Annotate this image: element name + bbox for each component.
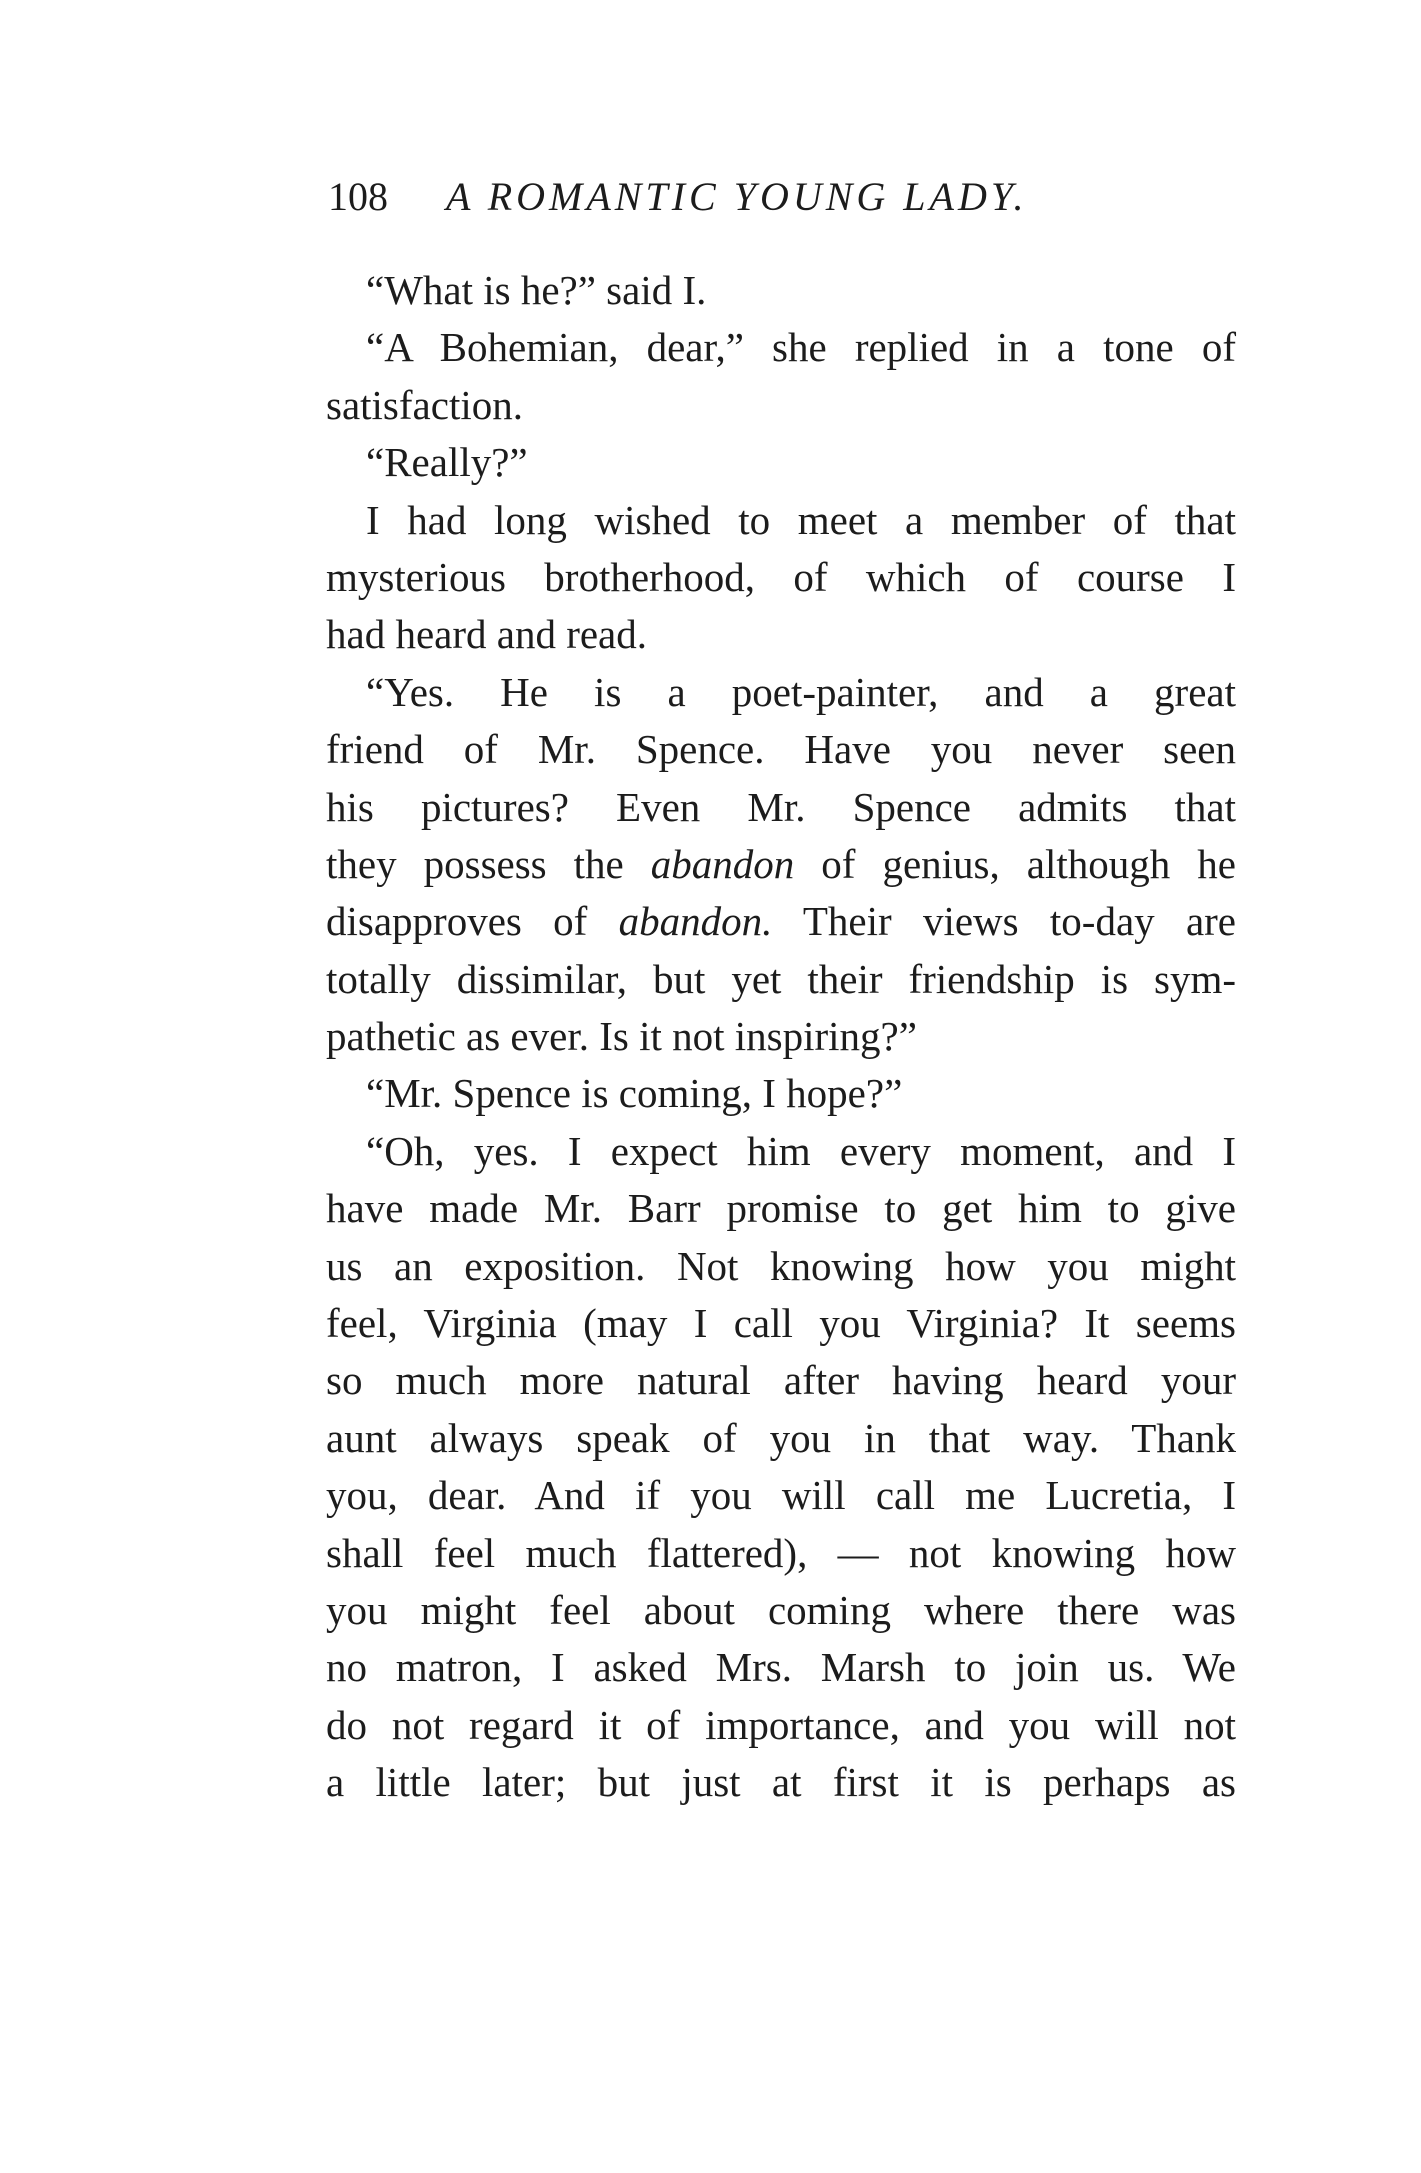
text-line: us an exposition. Not knowing how you might <box>326 1242 1236 1289</box>
text-line <box>326 836 1236 893</box>
text-line: I had long wished to meet a member of that <box>366 496 1236 543</box>
text-line: no matron, I asked Mrs. Marsh to join us. We <box>326 1644 1236 1691</box>
text-line: his pictures? Even Mr. Spence admits that <box>326 783 1236 830</box>
text-line: “Really?” <box>366 439 528 486</box>
text-line: “A Bohemian, dear,” she replied in a tone of <box>366 324 1236 371</box>
body-text <box>326 262 1236 1812</box>
text-line: “Oh, yes. I expect him every moment, and I <box>366 1127 1236 1174</box>
text-segment: Their views to-day are <box>772 898 1236 945</box>
running-title: A ROMANTIC YOUNG LADY. <box>446 174 1028 219</box>
page-number: 108 <box>328 174 388 219</box>
text-segment: of genius, although he <box>794 840 1236 887</box>
text-line: friend of Mr. Spence. Have you never seen <box>326 726 1236 773</box>
text-line <box>326 893 1236 950</box>
text-line: do not regard it of importance, and you will not <box>326 1701 1236 1748</box>
text-line: pathetic as ever. Is it not inspiring?” <box>326 1013 917 1060</box>
text-line: so much more natural after having heard your <box>326 1357 1236 1404</box>
text-line: mysterious brotherhood, of which of course I <box>326 553 1236 600</box>
text-line: satisfaction. <box>326 381 523 428</box>
text-segment: disapproves of <box>326 898 619 945</box>
text-line: you might feel about coming where there was <box>326 1586 1236 1633</box>
text-line: totally dissimilar, but yet their friendship is sym- <box>326 955 1236 1002</box>
text-line: “What is he?” said I. <box>366 267 707 313</box>
text-line: “Yes. He is a poet-painter, and a great <box>366 668 1236 715</box>
text-segment: they possess the <box>326 840 651 887</box>
text-line: aunt always speak of you in that way. Thank <box>326 1414 1236 1461</box>
running-head <box>328 172 1228 222</box>
text-line: feel, Virginia (may I call you Virginia? It seems <box>326 1300 1236 1347</box>
italic-word: abandon <box>650 840 795 887</box>
text-line: had heard and read. <box>326 611 647 658</box>
text-line: you, dear. And if you will call me Lucretia, I <box>326 1472 1236 1519</box>
text-line: have made Mr. Barr promise to get him to give <box>326 1185 1236 1232</box>
text-line: shall feel much flattered), — not knowing how <box>326 1529 1236 1576</box>
text-line: a little later; but just at first it is perhaps as <box>326 1759 1236 1806</box>
italic-word: abandon. <box>618 898 773 945</box>
text-line: “Mr. Spence is coming, I hope?” <box>366 1070 903 1117</box>
